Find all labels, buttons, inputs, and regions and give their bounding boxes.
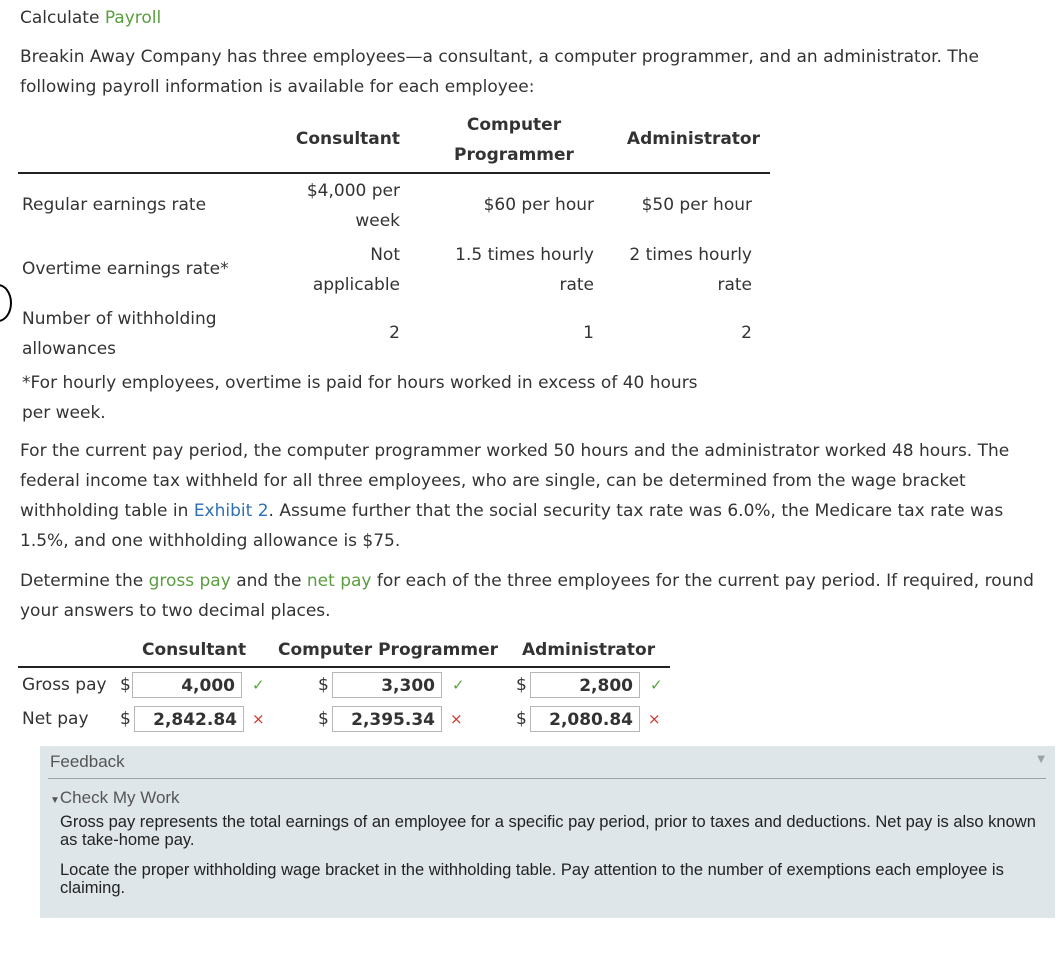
footnote-l2: per week.: [22, 403, 106, 423]
currency-symbol: $: [120, 709, 131, 729]
feedback-title[interactable]: Feedback: [50, 752, 125, 771]
regular-consultant-l2: week: [355, 211, 400, 231]
overtime-programmer-l1: 1.5 times hourly: [455, 245, 594, 265]
answer-header-programmer: Computer Programmer: [278, 640, 498, 660]
allowances-consultant: 2: [389, 323, 400, 343]
row-label-allowances-l1: Number of withholding: [22, 309, 217, 329]
feedback-panel: [40, 746, 1055, 918]
page-title: [20, 6, 161, 30]
feedback-text-1: Gross pay represents the total earnings of an employee for a specific pay period, prior to taxes and deductions. Net pay is also known as take-home pay.: [60, 813, 1036, 849]
question-text-3: for each of the three employees for the current pay period. If required, round your answers to two decimal places.: [20, 571, 1034, 621]
check-icon: ✓: [650, 676, 663, 694]
payroll-link[interactable]: Payroll: [104, 8, 162, 28]
title-prefix: Calculate: [20, 8, 100, 28]
question-text-1: Determine the: [20, 571, 149, 591]
overtime-administrator-l1: 2 times hourly: [629, 245, 752, 265]
allowances-programmer: 1: [583, 323, 594, 343]
answer-header-consultant: Consultant: [142, 640, 247, 660]
col-header-programmer-l1: Computer: [466, 115, 562, 135]
cross-icon: ×: [450, 710, 463, 728]
cross-icon: ×: [648, 710, 661, 728]
regular-administrator: $50 per hour: [641, 195, 752, 215]
instructions-text-1: For the current pay period, the computer programmer worked 50 hours and the administrator worked 48 hours. The federal income tax withheld for all three employees, who are single, can be determined from the wage bracket withholding table in: [20, 441, 1010, 521]
answer-header-rule: [18, 666, 670, 668]
table-header-rule: [18, 172, 770, 174]
feedback-divider: [48, 778, 1046, 779]
collapse-arrow-icon[interactable]: ▼: [1037, 754, 1045, 765]
col-header-programmer-l2: Programmer: [454, 145, 574, 165]
triangle-down-icon: ▼: [50, 795, 60, 806]
currency-symbol: $: [516, 675, 527, 695]
gross-pay-administrator-input[interactable]: 2,800: [530, 672, 640, 698]
overtime-administrator-l2: rate: [717, 275, 752, 295]
cross-icon: ×: [252, 710, 265, 728]
row-label-allowances-l2: allowances: [22, 339, 117, 359]
instructions-paragraph: [20, 436, 1050, 556]
instructions-text-2: . Assume further that the social security tax rate was 6.0%, the Medicare tax rate was 1.5%, and one withholding allowance is $75.: [20, 501, 1004, 551]
footnote-l1: *For hourly employees, overtime is paid for hours worked in excess of 40 hours: [22, 373, 698, 393]
currency-symbol: $: [516, 709, 527, 729]
check-icon: ✓: [452, 676, 465, 694]
scroll-indicator-icon: [0, 284, 12, 322]
net-pay-link[interactable]: net pay: [306, 571, 372, 591]
question-text-2: and the: [230, 571, 307, 591]
currency-symbol: $: [318, 675, 329, 695]
net-pay-administrator-input[interactable]: 2,080.84: [530, 706, 640, 732]
net-pay-programmer-input[interactable]: 2,395.34: [332, 706, 442, 732]
answer-header-administrator: Administrator: [522, 640, 656, 660]
currency-symbol: $: [318, 709, 329, 729]
exhibit-2-link[interactable]: Exhibit 2: [193, 501, 269, 521]
regular-programmer: $60 per hour: [483, 195, 594, 215]
check-my-work-label: Check My Work: [59, 788, 180, 807]
check-icon: ✓: [252, 676, 265, 694]
gross-pay-consultant-input[interactable]: 4,000: [132, 672, 242, 698]
currency-symbol: $: [120, 675, 131, 695]
overtime-consultant-l1: Not: [370, 245, 400, 265]
row-label-overtime: Overtime earnings rate*: [22, 259, 229, 279]
col-header-administrator: Administrator: [626, 129, 760, 149]
feedback-text-2: Locate the proper withholding wage bracket in the withholding table. Pay attention to the number of exemptions each employee is claiming.: [60, 861, 1004, 897]
row-label-regular: Regular earnings rate: [22, 195, 207, 215]
check-my-work-toggle[interactable]: [50, 788, 180, 811]
allowances-administrator: 2: [741, 323, 752, 343]
net-pay-label: Net pay: [22, 709, 89, 729]
net-pay-consultant-input[interactable]: 2,842.84: [134, 706, 244, 732]
gross-pay-programmer-input[interactable]: 3,300: [332, 672, 442, 698]
question-paragraph: [20, 566, 1050, 626]
overtime-consultant-l2: applicable: [312, 275, 400, 295]
overtime-programmer-l2: rate: [559, 275, 594, 295]
regular-consultant-l1: $4,000 per: [306, 181, 400, 201]
intro-paragraph: Breakin Away Company has three employees—a consultant, a computer programmer, and an administrator. The following payroll information is available for each employee:: [20, 47, 979, 97]
gross-pay-label: Gross pay: [22, 675, 107, 695]
gross-pay-link[interactable]: gross pay: [148, 571, 231, 591]
col-header-consultant: Consultant: [295, 129, 400, 149]
